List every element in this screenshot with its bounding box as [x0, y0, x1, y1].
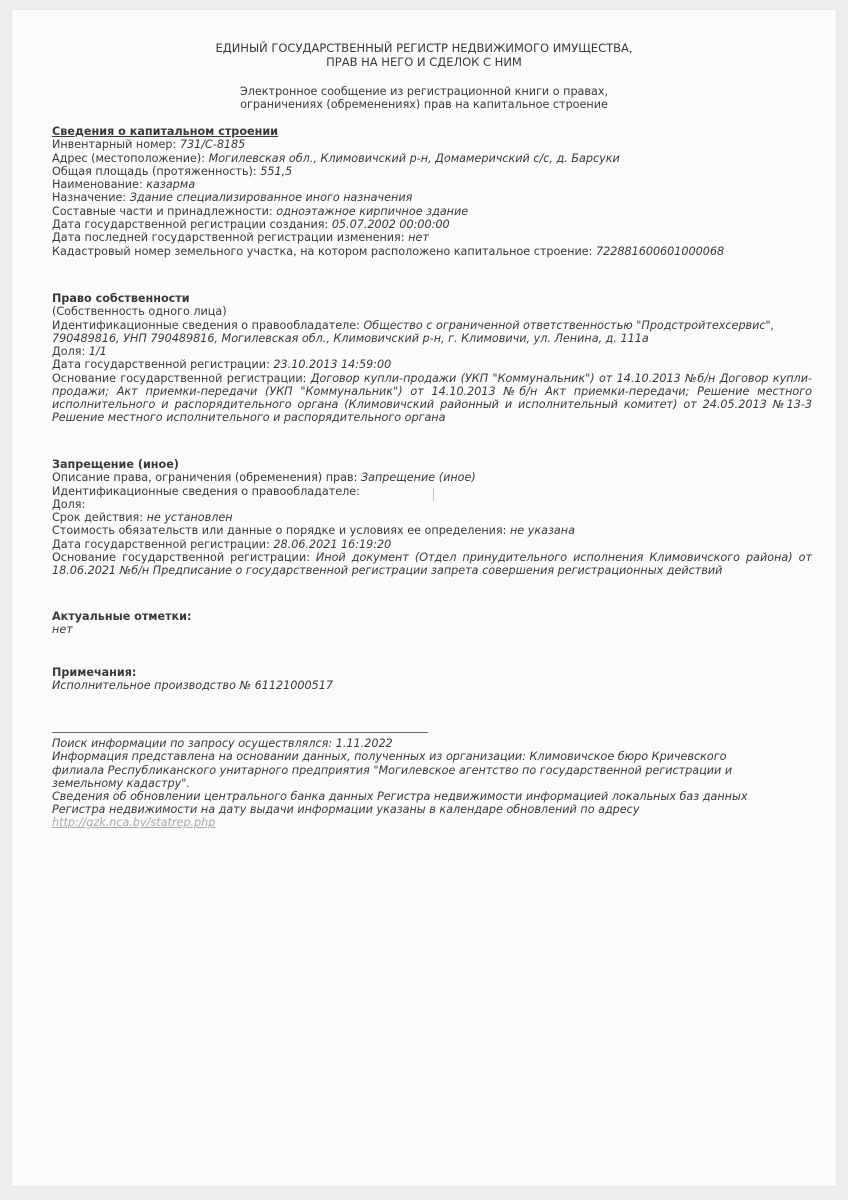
update-info: Сведения об обновлении центрального банка данных Регистра недвижимости информацией локальных баз данных Регистра недвижимости на дату выдачи информации указаны в календаре обновлений по адресу — [52, 789, 748, 817]
restriction-registration-basis — [52, 551, 812, 577]
building-purpose — [52, 191, 822, 204]
field-value: 28.06.2021 16:19:20 — [273, 537, 392, 551]
field-label: Основание государственной регистрации: — [52, 551, 316, 565]
field-label: Кадастровый номер земельного участка, на котором расположено капитальное строение: — [52, 244, 596, 258]
field-value: казарма — [146, 178, 196, 192]
field-label: Описание права, ограничения (обременения) прав: — [52, 471, 361, 485]
current-marks-value: нет — [52, 623, 73, 637]
restriction-holder-info: Идентификационные сведения о правообладателе: — [52, 484, 360, 498]
restriction-description — [52, 471, 822, 484]
field-label: Составные части и принадлежности: — [52, 204, 277, 218]
total-area — [52, 165, 822, 178]
field-value: не установлен — [146, 511, 233, 525]
holder-info-line2: 790489816, УНП 790489816, Могилевская обл., Климовичский р-н, г. Климовичи, ул. Ленина, д. 111а — [52, 331, 649, 345]
current-marks-section — [52, 610, 822, 637]
restriction-section-title: Запрещение (иное) — [52, 458, 179, 471]
holder-info-line1 — [52, 319, 822, 332]
notes-section — [52, 666, 822, 693]
building-parts — [52, 205, 822, 218]
inventory-number — [52, 138, 822, 151]
field-label: Дата последней государственной регистрации изменения: — [52, 231, 409, 245]
restriction-registration-date — [52, 538, 822, 551]
field-label: Назначение: — [52, 191, 130, 205]
scan-mark — [433, 488, 434, 501]
restriction-share: Доля: — [52, 497, 86, 511]
search-date: Поиск информации по запросу осуществлялся: 1.11.2022 — [52, 737, 393, 750]
current-marks-title: Актуальные отметки: — [52, 610, 192, 623]
notes-value: Исполнительное производство № 61121000517 — [52, 679, 333, 693]
field-label: Инвентарный номер: — [52, 138, 180, 152]
field-label: Дата государственной регистрации создания: — [52, 218, 332, 232]
document-title-line1: ЕДИНЫЙ ГОСУДАРСТВЕННЫЙ РЕГИСТР НЕДВИЖИМОГО ИМУЩЕСТВА, — [215, 41, 633, 55]
field-value: Могилевская обл., Климовичский р-н, Домамеричский с/с, д. Барсуки — [208, 151, 620, 165]
ownership-section-title: Право собственности — [52, 292, 190, 305]
field-value: Общество с ограниченной ответственностью "Продстройтехсервис", — [363, 318, 775, 332]
building-section — [52, 125, 822, 258]
field-label: Идентификационные сведения о правообладателе: — [52, 318, 364, 332]
field-value: Договор купли-продажи (УКП "Коммунальник") от 14.10.2013 №б/н Договор купли-продажи; Акт приемки-передачи (УКП "Коммунальник") от 14.10.2013 №б/н Акт приемки-передачи; Решение местного исполнительного и распорядительного органа (Климовичский районный и исполнительный комитет) от 24.05.2013 №13-3 Решение местного исполнительного и распорядительного органа — [52, 371, 813, 425]
ownership-registration-basis — [52, 372, 812, 425]
ownership-registration-date — [52, 358, 822, 371]
notes-title: Примечания: — [52, 666, 137, 679]
ownership-share — [52, 345, 822, 358]
cadastral-number — [52, 245, 822, 258]
address — [52, 152, 822, 165]
field-value: 05.07.2002 00:00:00 — [331, 218, 450, 232]
statrep-link[interactable]: http://gzk.nca.by/statrep.php — [52, 816, 216, 830]
field-value: 731/С-8185 — [179, 138, 246, 152]
field-value: нет — [408, 231, 429, 245]
field-label: Наименование: — [52, 178, 147, 192]
field-value: 722881600601000068 — [596, 244, 725, 258]
field-value: 551,5 — [260, 164, 293, 178]
field-label: Дата государственной регистрации: — [52, 537, 274, 551]
ownership-section — [52, 292, 822, 425]
field-label: Срок действия: — [52, 511, 147, 525]
field-value: 23.10.2013 14:59:00 — [273, 358, 392, 372]
footer-divider — [52, 732, 428, 733]
field-label: Доля: — [52, 345, 89, 359]
building-name — [52, 178, 822, 191]
field-value: Здание специализированное иного назначения — [129, 191, 413, 205]
information-source: Информация представлена на основании данных, полученных из организации: Климовичское бюро Кричевского филиала Республиканского унитарного предприятия "Могилевское агентство по государственной регистрации и земельному кадастру". — [52, 750, 733, 790]
footer — [52, 737, 792, 830]
field-value: одноэтажное кирпичное здание — [276, 204, 469, 218]
last-change-registration-date — [52, 231, 822, 244]
field-value: 1/1 — [88, 345, 107, 359]
field-label: Адрес (местоположение): — [52, 151, 209, 165]
document-subtitle-line1: Электронное сообщение из регистрационной книги о правах, — [239, 85, 609, 98]
field-value: не указана — [509, 524, 575, 538]
field-label: Основание государственной регистрации: — [52, 371, 311, 385]
restriction-cost — [52, 524, 822, 537]
field-value: Иной документ (Отдел принудительного исполнения Климовичского района) от 18.06.2021 №б/н Предписание о государственной регистрации запрета совершения регистрационных действий — [52, 551, 812, 578]
restriction-section — [52, 458, 822, 577]
building-section-title: Сведения о капитальном строении — [52, 125, 279, 138]
creation-registration-date — [52, 218, 822, 231]
ownership-type: (Собственность одного лица) — [52, 305, 227, 319]
field-value: Запрещение (иное) — [360, 471, 476, 485]
field-label: Стоимость обязательств или данные о порядке и условиях ее определения: — [52, 524, 510, 538]
field-label: Общая площадь (протяженность): — [52, 164, 261, 178]
field-label: Дата государственной регистрации: — [52, 358, 274, 372]
document-subtitle-line2: ограничениях (обременениях) прав на капитальное строение — [240, 98, 608, 111]
document-title-line2: ПРАВ НА НЕГО И СДЕЛОК С НИМ — [326, 55, 522, 69]
restriction-term — [52, 511, 822, 524]
